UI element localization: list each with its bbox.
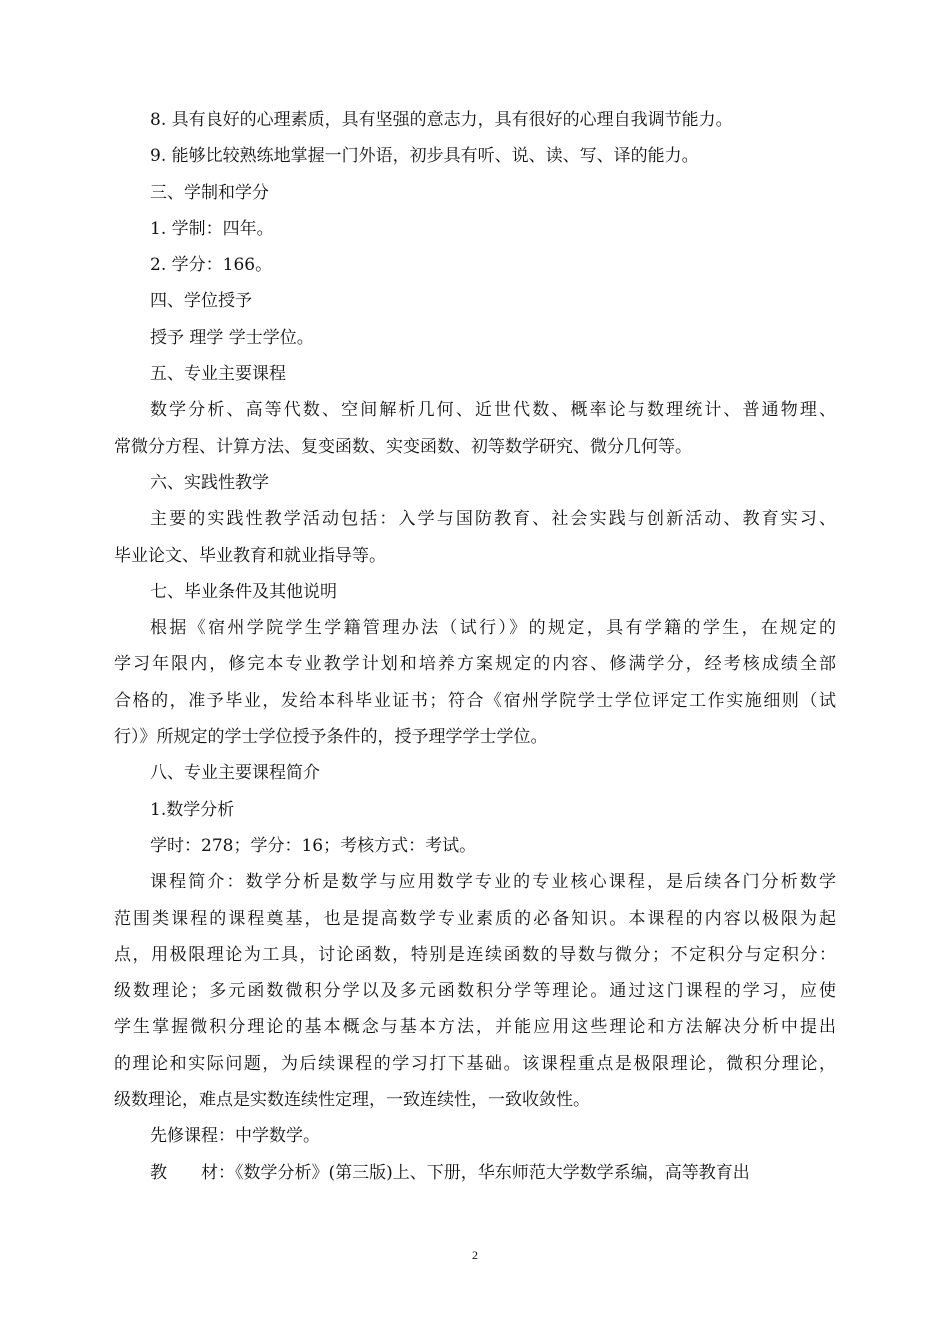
text-line: 五、专业主要课程 <box>150 364 286 385</box>
textbook-line <box>114 1155 872 1191</box>
text-line: 三、学制和学分 <box>150 182 269 203</box>
text-line: 学时：278；学分：16；考核方式：考试。 <box>150 835 477 856</box>
textbook-text: ：《数学分析》(第三版)上、下册，华东师范大学数学系编，高等教育出 <box>218 1162 750 1183</box>
text-line: 点，用极限理论为工具，讨论函数，特别是连续函数的导数与微分；不定积分与定积分： <box>114 944 836 965</box>
text-line: 2. 学分：166。 <box>150 255 273 276</box>
page-content <box>114 102 836 1155</box>
text-line: 数学分析、高等代数、空间解析几何、近世代数、概率论与数理统计、普通物理、 <box>150 400 836 421</box>
text-line: 的理论和实际问题，为后续课程的学习打下基础。该课程重点是极限理论，微积分理论， <box>114 1053 836 1074</box>
text-line: 根据《宿州学院学生学籍管理办法（试行）》的规定，具有学籍的学生，在规定的 <box>150 618 836 639</box>
text-line: 行）》所规定的学士学位授予条件的，授予理学学士学位。 <box>114 727 548 748</box>
text-line: 常微分方程、计算方法、复变函数、实变函数、初等数学研究、微分几何等。 <box>114 436 692 457</box>
text-line: 合格的，准予毕业，发给本科毕业证书；符合《宿州学院学士学位评定工作实施细则（试 <box>114 690 836 711</box>
text-line: 9. 能够比较熟练地掌握一门外语，初步具有听、说、读、写、译的能力。 <box>150 146 699 167</box>
text-line: 毕业论文、毕业教育和就业指导等。 <box>114 545 386 566</box>
text-line: 1.数学分析 <box>150 799 235 820</box>
text-line: 1. 学制：四年。 <box>150 218 274 239</box>
text-line: 八、专业主要课程简介 <box>150 763 320 784</box>
text-line: 先修课程：中学数学。 <box>150 1126 320 1147</box>
text-line: 六、实践性教学 <box>150 472 269 493</box>
text-line: 课程简介：数学分析是数学与应用数学专业的专业核心课程，是后续各门分析数学 <box>150 872 836 893</box>
text-line: 学生掌握微积分理论的基本概念与基本方法，并能应用这些理论和方法解决分析中提出 <box>114 1017 836 1038</box>
text-line: 学习年限内，修完本专业教学计划和培养方案规定的内容、修满学分，经考核成绩全部 <box>114 654 836 675</box>
textbook-label: 教 材 <box>150 1162 218 1183</box>
text-line: 授予 理学 学士学位。 <box>150 327 314 348</box>
text-line: 级数理论；多元函数微积分学以及多元函数积分学等理论。通过这门课程的学习，应使 <box>114 981 836 1002</box>
text-line: 七、毕业条件及其他说明 <box>150 581 337 602</box>
text-line: 8. 具有良好的心理素质，具有坚强的意志力，具有很好的心理自我调节能力。 <box>150 110 733 130</box>
text-line: 主要的实践性教学活动包括：入学与国防教育、社会实践与创新活动、教育实习、 <box>150 509 836 530</box>
text-line: 范围类课程的课程奠基，也是提高数学专业素质的必备知识。本课程的内容以极限为起 <box>114 908 836 929</box>
text-line: 级数理论，难点是实数连续性定理，一致连续性，一致收敛性。 <box>114 1090 590 1111</box>
text-line: 四、学位授予 <box>150 291 252 312</box>
page-number: 2 <box>472 1248 478 1262</box>
